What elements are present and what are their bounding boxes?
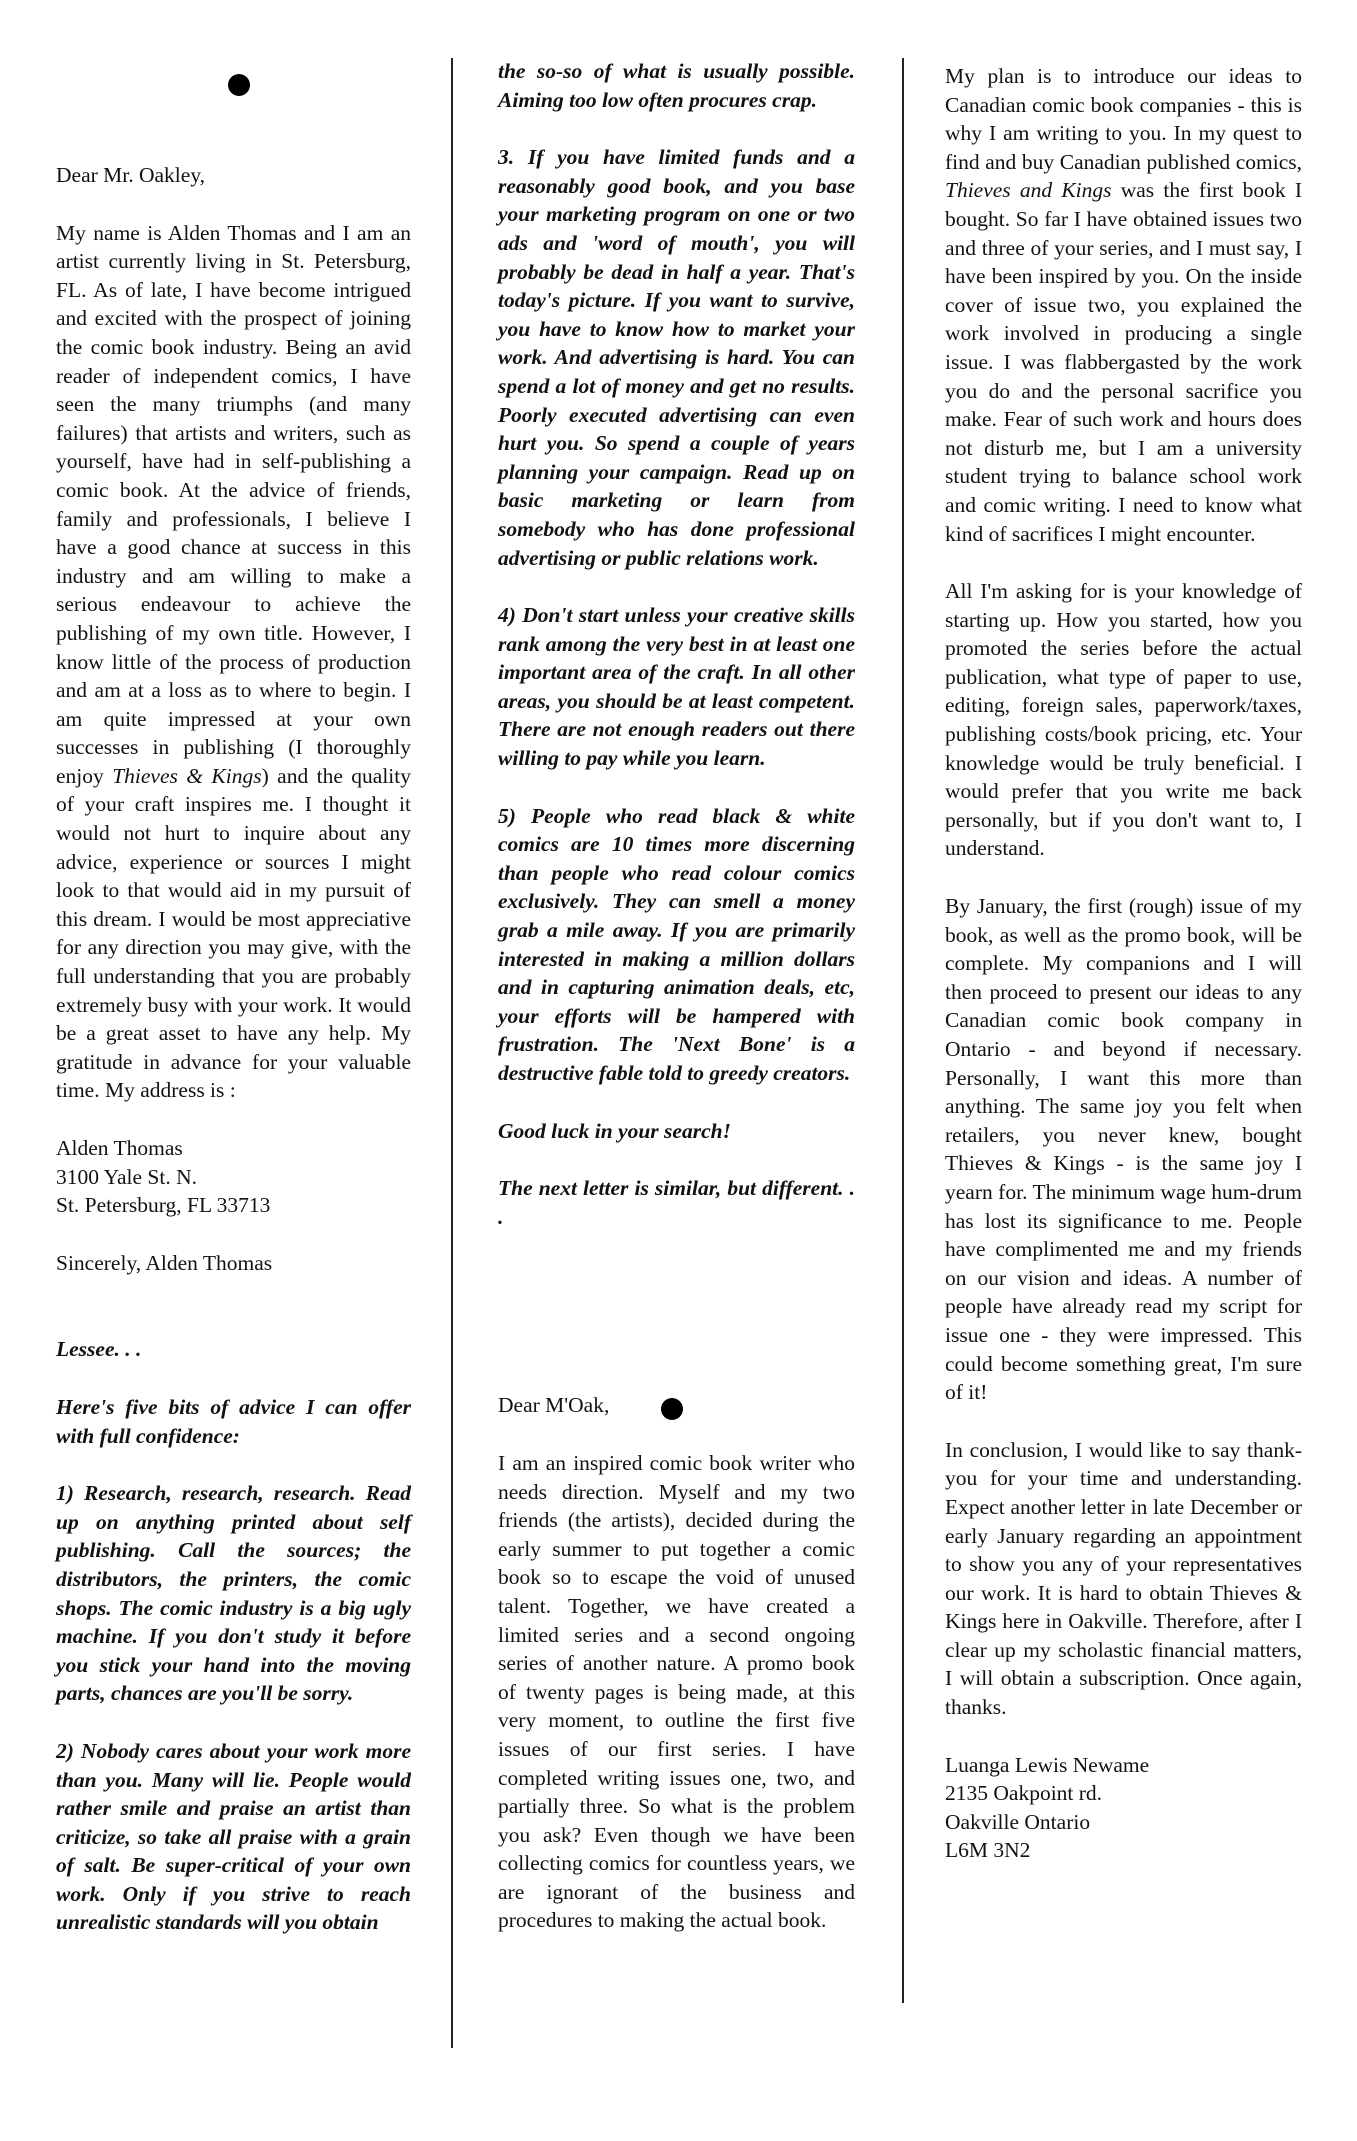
letter2-paragraph-4: In conclusion, I would like to say thank-you for your time and understanding. Expect another letter in late December or early January regarding an appointment to show you any of your representatives our work. It is hard to obtain Thieves & Kings here in Oakville. Therefore, after I clear up my scholastic financial matters, I will obtain a subscription. Once again, thanks. — [945, 1437, 1302, 1720]
good-luck: Good luck in your search! — [498, 1118, 731, 1143]
reply-opening: Lessee. . . — [56, 1337, 142, 1362]
reply-intro: Here's five bits of advice I can offer with full confidence: — [56, 1394, 411, 1448]
column-1 — [56, 161, 411, 1966]
letter2-paragraph-1: My plan is to introduce our ideas to Canadian comic book companies - this is why I am writing to you. In my quest to find and buy Canadian published comics, Thieves and Kings was the first book I bought. So far I have obtained issues two and three of your series, and I must say, I have been inspired by you. On the inside cover of issue two, you explained the work involved in producing a single issue. I was flabbergasted by the work you do and the personal sacrifice you make. Fear of such work and hours does not disturb me, but I am a university student trying to balance school work and comic writing. I need to know what kind of sacrifices I might encounter. — [945, 64, 1303, 546]
letter2-address: Luanga Lewis Newame 2135 Oakpoint rd. Oakville Ontario L6M 3N2 — [945, 1752, 1150, 1863]
section-bullet-top — [228, 74, 250, 96]
letter2-paragraph-3: By January, the first (rough) issue of my book, as well as the promo book, will be complete. My companions and I will then proceed to present our ideas to any Canadian comic book company in Ontario - and beyond if necessary. Personally, I want this more than anything. The same joy you felt when retailers, you never knew, bought Thieves & Kings - is the same joy I yearn for. The minimum wage hum-drum has lost its significance to me. People have complimented me and my friends on our vision and ideas. A number of people have already read my script for issue one - they were impressed. This could become something great, I'm sure of it! — [945, 894, 1302, 1405]
advice-3: 3. If you have limited funds and a reasonably good book, and you base your marketing program on one or two ads and 'word of mouth', you will probably be dead in half a year. That's today's picture. If you want to survive, you have to know how to market your work. And advertising is hard. You can spend a lot of money and get no results. Poorly executed advertising can even hurt you. So spend a couple of years planning your campaign. Read up on basic marketing or learn from somebody who has done professional advertising or public relations work. — [498, 145, 855, 570]
letter1-salutation: Dear Mr. Oakley, — [56, 163, 206, 187]
advice-2-start: 2) Nobody cares about your work more than you. Many will lie. People would rather smile and praise an artist than criticize, so take all praise with a grain of salt. Be super-critical of your own work. Only if you strive to reach unrealistic standards will you obtain — [56, 1738, 411, 1935]
advice-2-end: the so-so of what is usually possible. Aiming too low often procures crap. — [498, 59, 855, 112]
letter1-address: Alden Thomas 3100 Yale St. N. St. Petersburg, FL 33713 — [56, 1136, 271, 1218]
column-2 — [498, 57, 855, 1964]
advice-5: 5) People who read black & white comics are 10 times more discerning than people who read colour comics exclusively. They can smell a money grab a mile away. If you are primarily interested in making a million dollars and in capturing animation deals, etc, your efforts will be hampered with frustration. The 'Next Bone' is a destructive fable told to greedy creators. — [498, 803, 855, 1085]
letter1-body: My name is Alden Thomas and I am an artist currently living in St. Petersburg, FL. As of late, I have become intrigued and excited with the prospect of joining the comic book industry. Being an avid reader of independent comics, I have seen the many triumphs (and many failures) that artists and writers, such as yourself, have had in self-publishing a comic book. At the advice of friends, family and professionals, I believe I have a good chance at success in this industry and am willing to make a serious endeavour to achieve the publishing of my own title. However, I know little of the process of production and am at a loss as to where to begin. I am quite impressed at your own successes in publishing (I thoroughly enjoy Thieves & Kings) and the quality of your craft inspires me. I thought it would not hurt to inquire about any advice, experience or sources I might look to that would aid in my pursuit of this dream. I would be most appreciative for any direction you may give, with the full understanding that you are probably extremely busy with your work. It would be a great asset to have any help. My gratitude in advance for your valuable time. My address is : — [56, 220, 411, 1103]
advice-1: 1) Research, research, research. Read up on anything printed about self publishing. Call the sources; the distributors, the printers, the comic shops. The comic industry is a big ugly machine. If you don't study it before you stick your hand into the moving parts, chances are you'll be sorry. — [56, 1481, 411, 1706]
book-title: Thieves & Kings — [112, 763, 262, 788]
book-title-2: Thieves and Kings — [945, 178, 1112, 203]
advice-4: 4) Don't start unless your creative skills rank among the very best in at least one important area of the craft. In all other areas, you should be at least competent. There are not enough readers out there willing to pay while you learn. — [498, 603, 855, 771]
column-3 — [945, 62, 1302, 1865]
letter2-salutation: Dear M'Oak, — [498, 1393, 610, 1418]
column-rule-right — [902, 58, 904, 2003]
letter2-paragraph-2: All I'm asking for is your knowledge of starting up. How you started, how you promoted the series before the actual publication, what type of paper to use, editing, foreign sales, paperwork/taxes, publishing costs/book pricing, etc. Your knowledge would be truly beneficial. I would prefer that you write me back personally, but if you don't want to, I understand. — [945, 579, 1302, 861]
letter2-body: I am an inspired comic book writer who needs direction. Myself and my two friends (the artists), decided during the early summer to put together a comic book so to escape the void of unused talent. Together, we have created a limited series and a second ongoing series of another nature. A promo book of twenty pages is being made, at this very moment, to outline the first five issues of our first series. I have completed writing issues one, two, and partially three. So what is the problem you ask? Even though we have been collecting comics for countless years, we are ignorant of the business and procedures to making the actual book. — [498, 1450, 855, 1933]
next-letter-note: The next letter is similar, but different. . . — [498, 1176, 855, 1229]
column-rule-left — [451, 58, 453, 2048]
letter1-closing: Sincerely, Alden Thomas — [56, 1250, 273, 1275]
